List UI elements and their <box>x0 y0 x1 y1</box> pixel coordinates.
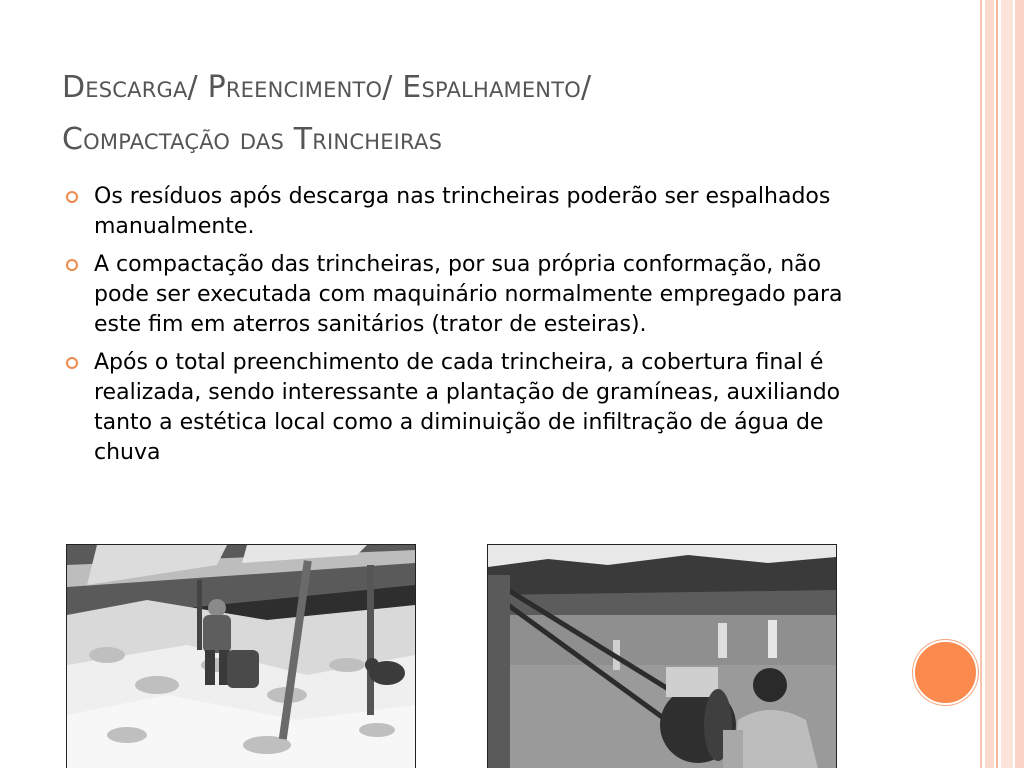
trench-waste-spreading-photo <box>66 544 416 768</box>
title-line-1: Descarga/ Preencimento/ Espalhamento/ <box>62 70 592 105</box>
decorative-orange-circle <box>913 640 978 705</box>
bullet-circle-icon <box>66 259 78 271</box>
bullet-item <box>64 348 874 468</box>
decorative-stripe <box>1015 0 1024 768</box>
decorative-stripe <box>980 0 982 768</box>
bullet-item <box>64 182 874 242</box>
bullet-circle-icon <box>66 357 78 369</box>
slide-title <box>62 62 942 166</box>
decorative-stripe <box>985 0 994 768</box>
bullet-list <box>64 182 874 476</box>
bullet-item <box>64 250 874 340</box>
title-line-2: Compactação das Trincheiras <box>62 122 443 157</box>
compaction-roller-photo <box>487 544 837 768</box>
bullet-circle-icon <box>66 191 78 203</box>
bullet-text: Os resíduos após descarga nas trincheiras poderão ser espalhados manualmente. <box>94 184 831 239</box>
decorative-stripe <box>1001 0 1013 768</box>
bullet-text: Após o total preenchimento de cada trincheira, a cobertura final é realizada, sendo interessante a plantação de gramíneas, auxiliando tanto a estética local como a diminuição de infiltração de água de chuva <box>94 350 841 465</box>
bullet-text: A compactação das trincheiras, por sua própria conformação, não pode ser executada com maquinário normalmente empregado para este fim em aterros sanitários (trator de esteiras). <box>94 252 843 337</box>
decorative-stripe <box>996 0 998 768</box>
